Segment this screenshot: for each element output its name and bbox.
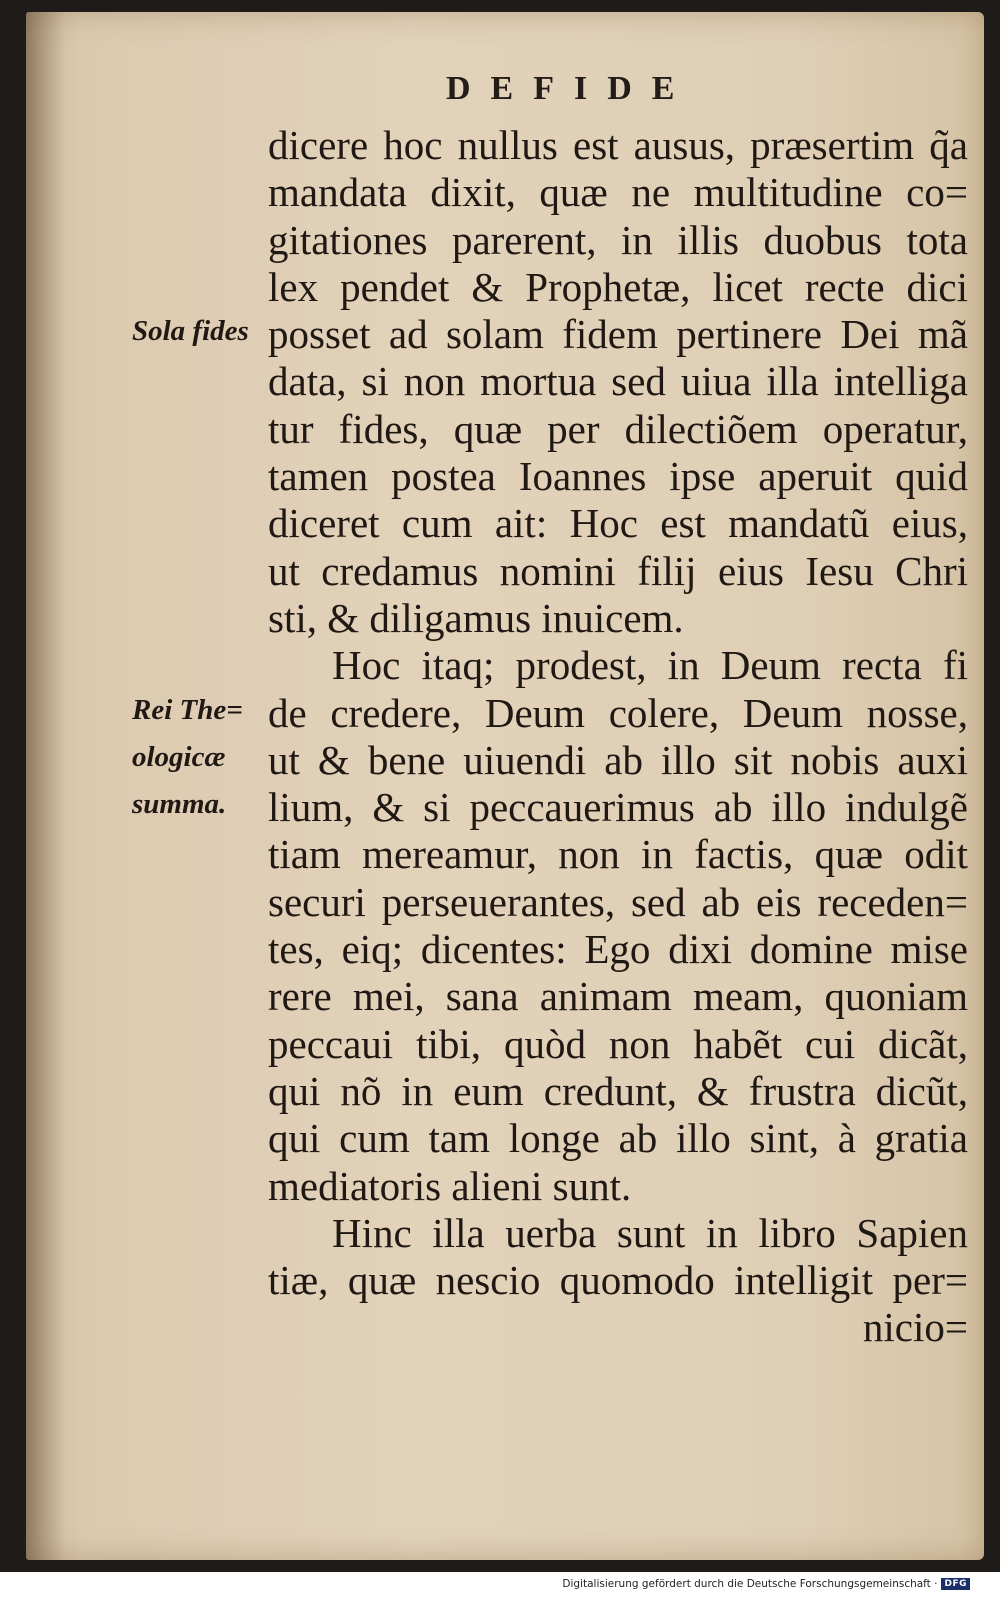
marginal-note-sola-fides: Sola fides: [132, 315, 249, 347]
text-line: Hinc illa uerba sunt in libro Sapien: [332, 1209, 968, 1256]
text-line: mediatoris alieni sunt.: [268, 1162, 632, 1209]
text-line: tes, eiq; dicentes: Ego dixi domine mise: [268, 926, 968, 973]
gutter-shadow: [26, 12, 66, 1560]
text-line: rere mei, sana animam meam, quoniam: [268, 973, 968, 1020]
body-text: [268, 122, 968, 1352]
text-line: tiæ, quæ nescio quomodo intelligit per=: [268, 1257, 968, 1304]
text-line: diceret cum ait: Hoc est mandatũ eius,: [268, 500, 968, 547]
dfg-logo: DFG: [941, 1578, 970, 1590]
text-line: sti, & diligamus inuicem.: [268, 594, 684, 641]
text-line: ut & bene uiuendi ab illo sit nobis auxi: [268, 736, 968, 783]
text-line: tiam mereamur, non in factis, quæ odit: [268, 831, 968, 878]
text-line: gitationes parerent, in illis duobus tota: [268, 216, 968, 263]
text-line: posset ad solam fidem pertinere Dei mã: [268, 311, 968, 358]
catchword: nicio=: [862, 1304, 968, 1351]
marginal-note-rei-theologicae-3: summa.: [132, 788, 227, 820]
text-line: qui nõ in eum credunt, & frustra dicũt,: [268, 1067, 968, 1114]
text-line: lium, & si peccauerimus ab illo indulgẽ: [268, 784, 968, 831]
text-line: lex pendet & Prophetæ, licet recte dici: [268, 263, 968, 310]
text-line: ut credamus nomini filij eius Iesu Chri: [268, 547, 968, 594]
text-line: tamen postea Ioannes ipse aperuit quid: [268, 453, 968, 500]
credit-text: Digitalisierung gefördert durch die Deutsche Forschungsgemeinschaft ·: [562, 1578, 938, 1590]
text-line: securi perseuerantes, sed ab eis receden=: [268, 878, 968, 925]
text-line: tur fides, quæ per dilectiõem operatur,: [268, 405, 968, 452]
text-line: qui cum tam longe ab illo sint, à gratia: [268, 1115, 968, 1162]
text-line: dicere hoc nullus est ausus, præsertim q̃a: [268, 122, 968, 168]
text-line: de credere, Deum colere, Deum nosse,: [268, 689, 968, 736]
text-line: data, si non mortua sed uiua illa intelliga: [268, 358, 968, 405]
marginal-note-rei-theologicae-2: ologicæ: [132, 741, 226, 773]
text-line: Hoc itaq; prodest, in Deum recta fi: [332, 642, 968, 689]
book-page: [26, 12, 984, 1560]
text-line: mandata dixit, quæ ne multitudine co=: [268, 169, 968, 216]
running-head: DEFIDE: [446, 70, 695, 107]
digitization-credit: [562, 1578, 970, 1590]
text-line: peccaui tibi, quòd non habẽt cui dicãt,: [268, 1020, 968, 1067]
marginal-note-rei-theologicae-1: Rei The=: [132, 694, 243, 726]
